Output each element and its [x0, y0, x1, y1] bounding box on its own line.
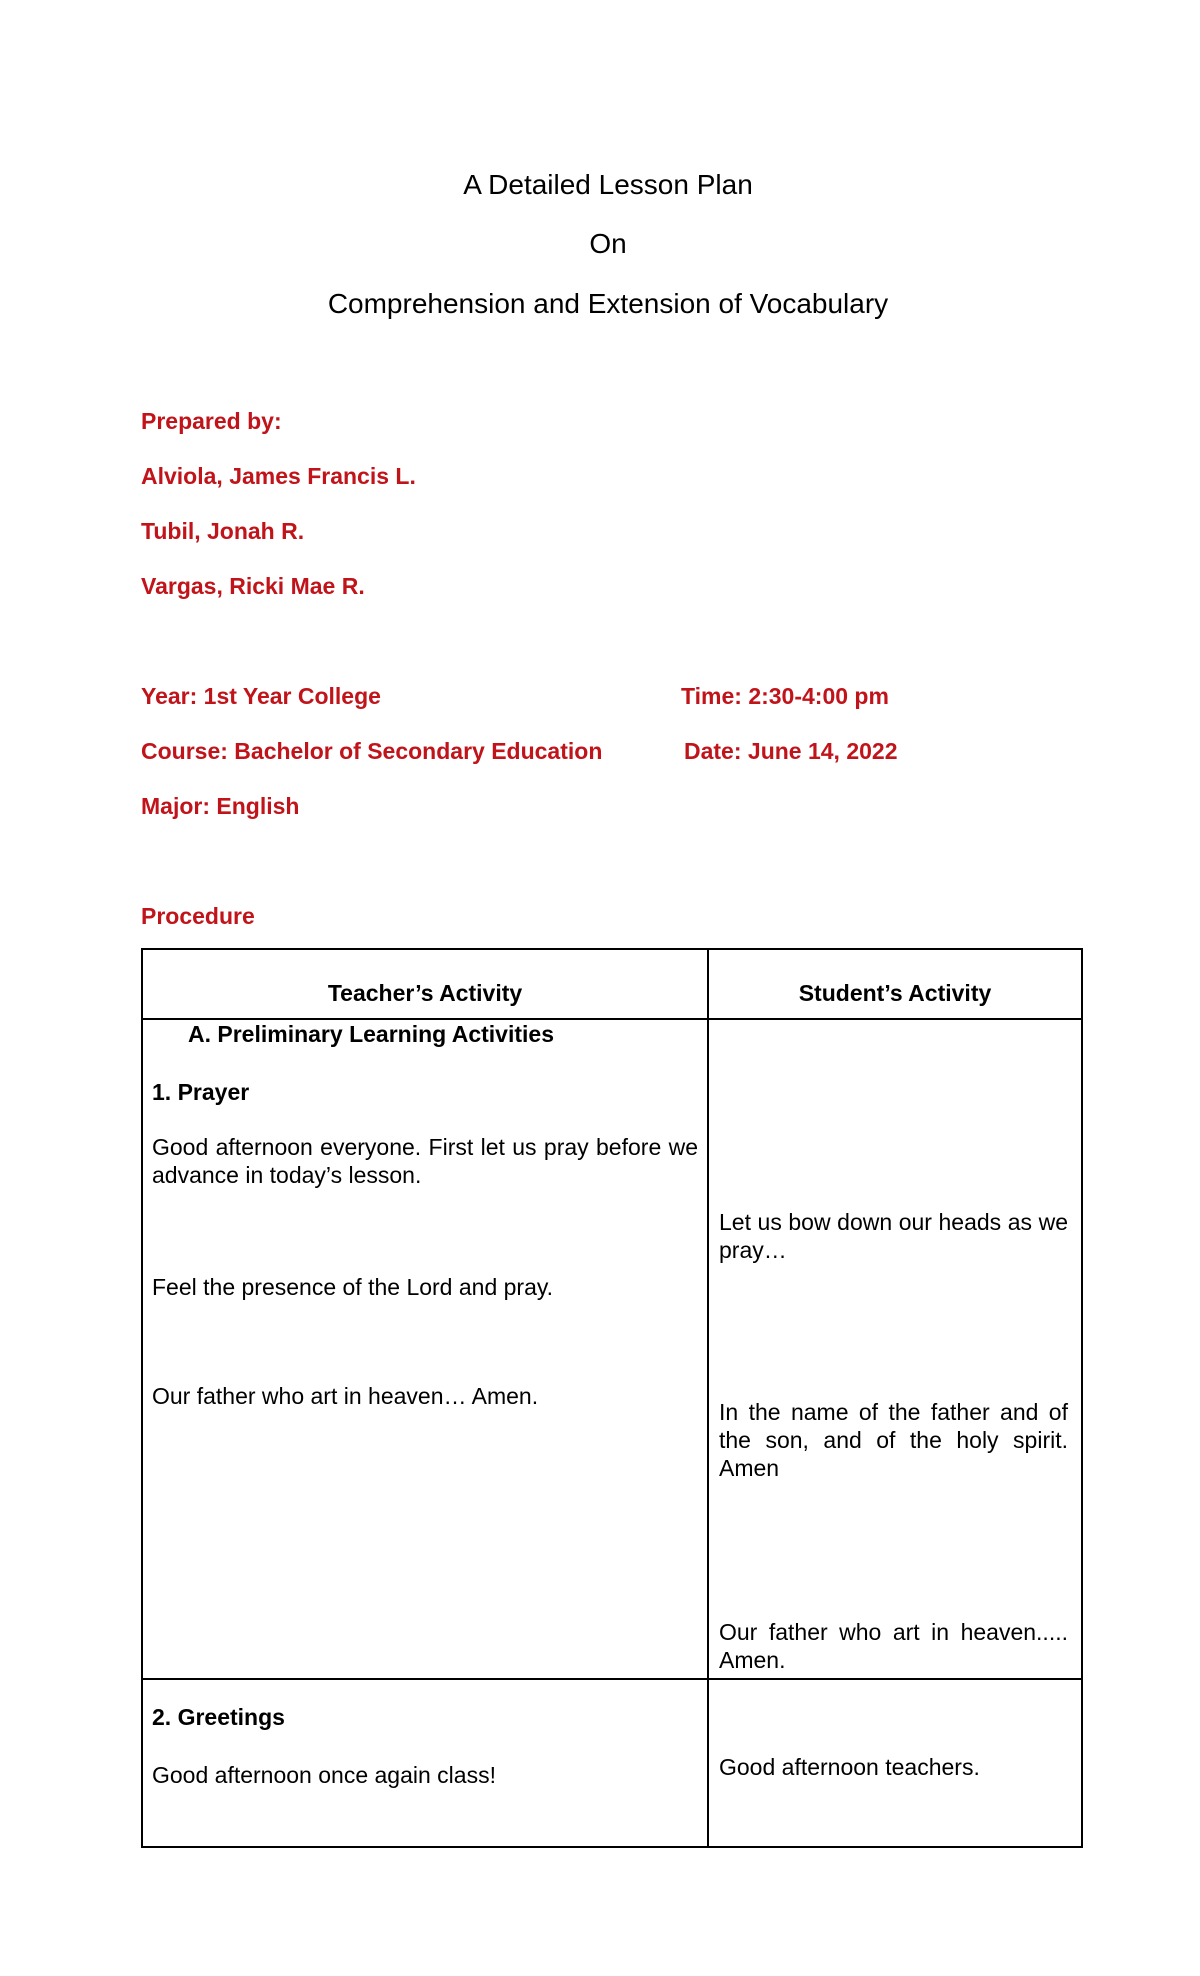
- prayer-heading: 1. Prayer: [152, 1079, 250, 1105]
- document-title: A Detailed Lesson Plan: [463, 169, 753, 200]
- procedure-table: [141, 948, 1083, 1848]
- preparer-name: Alviola, James Francis L.: [141, 463, 416, 489]
- student-column-header: Student’s Activity: [708, 949, 1082, 1019]
- procedure-heading: Procedure: [141, 903, 255, 929]
- student-prayer-line: Let us bow down our heads as we pray…: [719, 1209, 1068, 1263]
- student-prayer-line: In the name of the father and of the son, and of the holy spirit. Amen: [719, 1399, 1068, 1481]
- teacher-prayer-line: Feel the presence of the Lord and pray.: [152, 1274, 554, 1300]
- student-activity-cell: [708, 1019, 1082, 1679]
- teacher-column-header: Teacher’s Activity: [142, 949, 708, 1019]
- preparer-name: Tubil, Jonah R.: [141, 518, 305, 544]
- student-activity-cell: [708, 1679, 1082, 1847]
- student-prayer-line: Our father who art in heaven..... Amen.: [719, 1619, 1068, 1673]
- time-info: Time: 2:30-4:00 pm: [681, 683, 889, 709]
- major-info: Major: English: [141, 793, 300, 819]
- teacher-prayer-line: Good afternoon everyone. First let us pray before we advance in today’s lesson.: [152, 1134, 698, 1188]
- greetings-heading: 2. Greetings: [152, 1704, 285, 1730]
- teacher-prayer-line: Our father who art in heaven… Amen.: [152, 1383, 539, 1409]
- student-greeting: Good afternoon teachers.: [719, 1754, 980, 1780]
- course-info: Course: Bachelor of Secondary Education: [141, 738, 603, 764]
- teacher-activity-cell: [142, 1019, 708, 1679]
- date-info: Date: June 14, 2022: [684, 738, 898, 764]
- prepared-by-label: Prepared by:: [141, 408, 282, 434]
- table-row: [142, 1679, 1082, 1847]
- teacher-activity-cell: [142, 1679, 708, 1847]
- preparer-name: Vargas, Ricki Mae R.: [141, 573, 365, 599]
- table-header-row: [142, 949, 1082, 1019]
- year-info: Year: 1st Year College: [141, 683, 381, 709]
- table-row: [142, 1019, 1082, 1679]
- document-title-on: On: [589, 228, 627, 259]
- document-subtitle: Comprehension and Extension of Vocabulary: [327, 288, 889, 319]
- section-a-heading: A. Preliminary Learning Activities: [188, 1021, 554, 1047]
- teacher-greeting: Good afternoon once again class!: [152, 1762, 496, 1788]
